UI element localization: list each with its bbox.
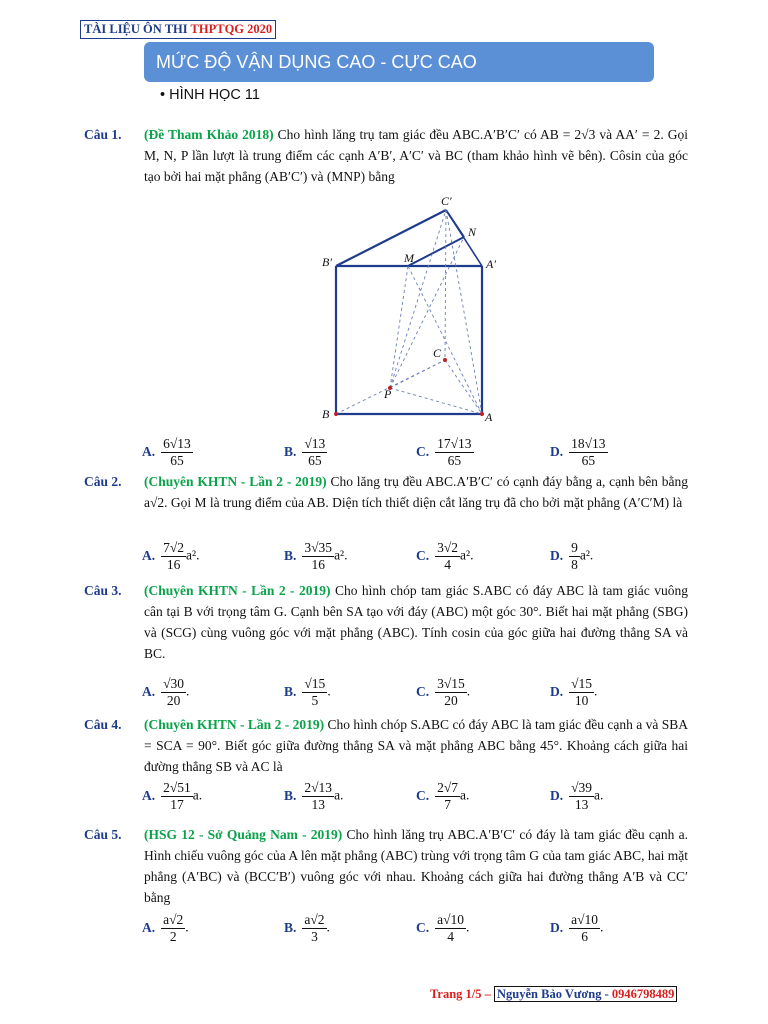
option-a[interactable]: A. $\frac{√30}{20}$ . xyxy=(142,676,190,708)
question-source: (Chuyên KHTN - Lần 2 - 2019) xyxy=(144,717,325,732)
page-number: Trang 1/5 – xyxy=(430,987,495,1001)
option-b[interactable]: B. $\frac{3√35}{16}$ a². xyxy=(284,540,348,572)
phone-number: 0946798489 xyxy=(611,987,675,1001)
question-text: Cho hình lăng trụ ABC.A′B′C′ có đáy là tam giác đều cạnh a. Hình chiếu vuông góc của A lên mặt phẳng (ABC) trùng với trọng tâm G của tam giác ABC, hai mặt phẳng (A′BC) và (BCC′B′) vuông góc với nhau. Khoảng cách giữa hai đường thẳng A′B và CC′ bằng xyxy=(144,827,688,905)
option-b[interactable]: B. $\frac{2√13}{13}$ a. xyxy=(284,780,344,812)
question-source: (Đề Tham Khảo 2018) xyxy=(144,127,274,142)
question-number: Câu 4. xyxy=(84,717,122,732)
option-d[interactable]: D. $\frac{√15}{10}$ . xyxy=(550,676,598,708)
question-source: (Chuyên KHTN - Lần 2 - 2019) xyxy=(144,474,327,489)
label-m: M xyxy=(404,251,414,265)
option-c[interactable]: C. $\frac{a√10}{4}$ . xyxy=(416,912,470,944)
page-footer xyxy=(430,987,677,1002)
prism-figure xyxy=(300,192,510,424)
author-name: Nguyễn Bảo Vương - xyxy=(497,987,612,1001)
label-n: N xyxy=(468,225,477,239)
subsection-title: • HÌNH HỌC 11 xyxy=(160,87,260,103)
question-3 xyxy=(84,580,688,664)
document-tag: TÀI LIỆU ÔN THI THPTQG 2020 xyxy=(80,20,276,39)
question-2 xyxy=(84,471,688,513)
question-1 xyxy=(84,124,688,187)
label-c-prime: C′ xyxy=(441,194,452,208)
option-a[interactable]: A. $\frac{2√51}{17}$ a. xyxy=(142,780,203,812)
question-4 xyxy=(84,714,688,777)
option-c[interactable]: C. $\frac{3√15}{20}$ . xyxy=(416,676,471,708)
option-c[interactable]: C. $\frac{2√7}{7}$ a. xyxy=(416,780,470,812)
question-text: Cho hình chóp S.ABC có đáy ABC là tam giác đều cạnh a và SBA = SCA = 90°. Biết góc giữa đường thẳng SA và mặt phẳng ABC bằng 45°. Khoảng cách giữa hai đường thẳng SB và AC là xyxy=(144,717,689,774)
label-b-prime: B′ xyxy=(322,255,332,269)
question-source: (HSG 12 - Sở Quảng Nam - 2019) xyxy=(144,827,343,842)
question-number: Câu 3. xyxy=(84,583,122,598)
section-banner: MỨC ĐỘ VẬN DỤNG CAO - CỰC CAO xyxy=(144,42,654,82)
option-b[interactable]: B. $\frac{√15}{5}$ . xyxy=(284,676,331,708)
label-p: P xyxy=(384,387,392,401)
question-5 xyxy=(84,824,688,908)
question-text: Cho lăng trụ đều ABC.A′B′C′ có cạnh đáy bằng a, cạnh bên bằng a√2. Gọi M là trung điểm của AB. Diện tích thiết diện cắt lăng trụ đã cho bởi mặt phẳng (A′C′M) là xyxy=(144,474,688,510)
option-a[interactable]: A. $\frac{6√13}{65}$ xyxy=(142,436,191,468)
option-d[interactable]: D. $\frac{a√10}{6}$ . xyxy=(550,912,604,944)
label-a-prime: A′ xyxy=(486,257,496,271)
option-a[interactable]: A. $\frac{7√2}{16}$ a². xyxy=(142,540,200,572)
question-number: Câu 2. xyxy=(84,474,122,489)
option-c[interactable]: C. $\frac{3√2}{4}$ a². xyxy=(416,540,474,572)
question-source: (Chuyên KHTN - Lần 2 - 2019) xyxy=(144,583,331,598)
option-d[interactable]: D. $\frac{√39}{13}$ a. xyxy=(550,780,604,812)
option-d[interactable]: D. $\frac{9}{8}$ a². xyxy=(550,540,594,572)
option-d[interactable]: D. $\frac{18√13}{65}$ xyxy=(550,436,606,468)
option-c[interactable]: C. $\frac{17√13}{65}$ xyxy=(416,436,472,468)
question-number: Câu 1. xyxy=(84,127,122,142)
question-text: Cho hình chóp tam giác S.ABC có đáy ABC là tam giác vuông cân tại B với trọng tâm G. Cạnh bên SA tạo với đáy (ABC) một góc 30°. Biết hai mặt phẳng (SBG) và (SCG) cùng vuông góc với mặt phẳng (ABC). Tính cosin của góc giữa hai đường thẳng SA và BC. xyxy=(144,583,688,661)
label-c: C xyxy=(433,346,442,360)
question-text: Cho hình lăng trụ tam giác đều ABC.A′B′C′ có AB = 2√3 và AA′ = 2. Gọi M, N, P lần lượt là trung điểm các cạnh A′B′, A′C′ và BC (tham khảo hình vẽ bên). Côsin của góc tạo bởi hai mặt phẳng (AB′C′) và (MNP) bằng xyxy=(144,127,688,184)
label-a: A xyxy=(485,410,493,424)
label-b: B xyxy=(322,407,330,421)
option-a[interactable]: A. $\frac{a√2}{2}$ . xyxy=(142,912,189,944)
question-number: Câu 5. xyxy=(84,827,122,842)
option-b[interactable]: B. $\frac{a√2}{3}$ . xyxy=(284,912,330,944)
option-b[interactable]: B. $\frac{√13}{65}$ xyxy=(284,436,326,468)
author-box xyxy=(494,986,677,1002)
